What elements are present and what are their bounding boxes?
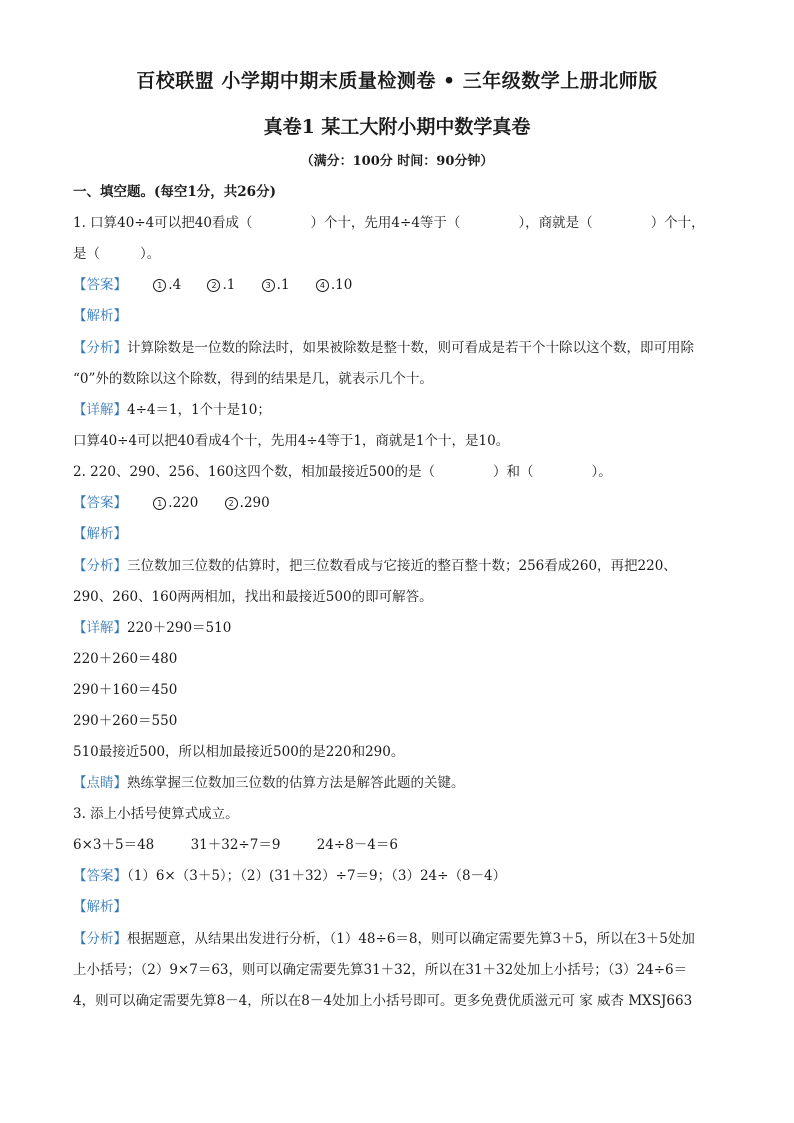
expression: 6×3＋5＝48	[73, 837, 155, 853]
answer-value: .1	[276, 277, 290, 293]
analysis-text: 三位数加三位数的估算时，把三位数看成与它接近的整百整十数；256看成260，再把220、	[127, 558, 677, 574]
answer-value: .10	[330, 277, 353, 293]
section-heading: 一、填空题。(每空1分，共26分)	[73, 184, 276, 200]
detail-tag: 【详解】	[73, 620, 127, 636]
answer-item	[262, 275, 290, 295]
answer-value: .4	[168, 277, 182, 293]
q3-analysis-line-1	[73, 929, 753, 949]
circled-number: 3	[262, 279, 275, 292]
q3-expressions	[73, 835, 753, 855]
circled-number: 2	[207, 279, 220, 292]
q2-conclusion: 510最接近500，所以相加最接近500的是220和290。	[73, 744, 405, 760]
q1-detail-line-1	[73, 400, 753, 420]
analysis-tag: 【解析】	[73, 899, 127, 915]
answer-tag: 【答案】	[73, 868, 127, 884]
answer-item	[225, 493, 270, 513]
dianjing-text: 熟练掌握三位数加三位数的估算方法是解答此题的关键。	[127, 775, 465, 791]
q1-text-d: ）个十，	[650, 215, 705, 231]
fenxi-tag: 【分析】	[73, 340, 127, 356]
analysis-tag: 【解析】	[73, 308, 127, 324]
question-2-line	[73, 462, 753, 482]
answer-value: .290	[239, 495, 270, 511]
q3-analysis-line-2: 上小括号；（2）9×7＝63，则可以确定需要先算31＋32，所以在31＋32处加上小括号；（3）24÷6＝	[73, 962, 688, 978]
question-1-line-2	[73, 244, 753, 264]
q1-text-e: 是（	[73, 246, 100, 262]
fenxi-tag: 【分析】	[73, 558, 127, 574]
fenxi-tag: 【分析】	[73, 931, 127, 947]
circled-number: 2	[225, 497, 238, 510]
analysis-tag: 【解析】	[73, 526, 127, 542]
question-1-line-1	[73, 213, 753, 233]
expression: 31＋32÷7＝9	[190, 837, 281, 853]
q3-answer-row	[73, 866, 753, 886]
q1-text-f: ）。	[140, 246, 161, 262]
q2-text-b: ）和（	[493, 464, 534, 480]
detail-text: 4÷4＝1，1个十是10；	[127, 402, 271, 418]
dianjing-tag: 【点睛】	[73, 775, 127, 791]
q1-analysis-line-2: “0”外的数除以这个除数，得到的结果是几，就表示几个十。	[73, 371, 433, 387]
q1-detail-line-2: 口算40÷4可以把40看成4个十，先用4÷4等于1，商就是1个十，是10。	[73, 433, 510, 449]
calc-line: 290＋160＝450	[73, 682, 178, 698]
q2-answer-row	[73, 493, 753, 513]
q1-analysis-tag	[73, 306, 753, 326]
q1-text-b: ）个十，先用4÷4等于（	[310, 215, 461, 231]
q1-text-a: 1. 口算40÷4可以把40看成（	[73, 215, 253, 231]
q2-text-a: 2. 220、290、256、160这四个数，相加最接近500的是（	[73, 464, 436, 480]
q1-text-c: ），商就是（	[518, 215, 593, 231]
q2-detail-line-1	[73, 618, 753, 638]
answer-text: （1）6×（3＋5）；（2）(31＋32）÷7＝9；（3）24÷（8－4）	[127, 868, 507, 884]
answer-item	[207, 275, 235, 295]
q2-text-c: ）。	[591, 464, 612, 480]
calc-line: 220＋290＝510	[127, 620, 232, 636]
answer-item	[153, 275, 181, 295]
answer-value: .1	[222, 277, 236, 293]
page-title: 百校联盟 小学期中期末质量检测卷 • 三年级数学上册北师版	[136, 70, 658, 92]
exam-title: 真卷1 某工大附小期中数学真卷	[263, 116, 531, 138]
question-3-line: 3. 添上小括号使算式成立。	[73, 806, 239, 822]
circled-number: 1	[153, 497, 166, 510]
calc-line: 290＋260＝550	[73, 713, 178, 729]
q2-analysis-line-1	[73, 556, 753, 576]
answer-item	[153, 493, 198, 513]
expression: 24÷8－4＝6	[316, 837, 398, 853]
detail-tag: 【详解】	[73, 402, 127, 418]
answer-item	[316, 275, 352, 295]
q2-analysis-line-2: 290、260、160两两相加，找出和最接近500的即可解答。	[73, 589, 433, 605]
circled-number: 1	[153, 279, 166, 292]
exam-meta: （满分：100分 时间：90分钟）	[300, 154, 494, 169]
q3-analysis-tag	[73, 897, 753, 917]
q1-answer-row	[73, 275, 753, 295]
answer-tag: 【答案】	[73, 277, 127, 293]
circled-number: 4	[316, 279, 329, 292]
answer-tag: 【答案】	[73, 495, 127, 511]
q2-analysis-tag	[73, 524, 753, 544]
analysis-text: 根据题意，从结果出发进行分析，（1）48÷6＝8，则可以确定需要先算3＋5，所以在3＋5处加	[127, 931, 695, 947]
q1-analysis-line-1	[73, 338, 753, 358]
analysis-text: 计算除数是一位数的除法时，如果被除数是整十数，则可看成是若干个十除以这个数，即可用除	[127, 340, 694, 356]
q3-analysis-line-3: 4，则可以确定需要先算8－4，所以在8－4处加上小括号即可。更多免费优质滋元可 家 威杏 MXSJ663	[73, 993, 693, 1009]
q2-dianjing-line	[73, 773, 753, 793]
answer-value: .220	[168, 495, 199, 511]
calc-line: 220＋260＝480	[73, 651, 178, 667]
